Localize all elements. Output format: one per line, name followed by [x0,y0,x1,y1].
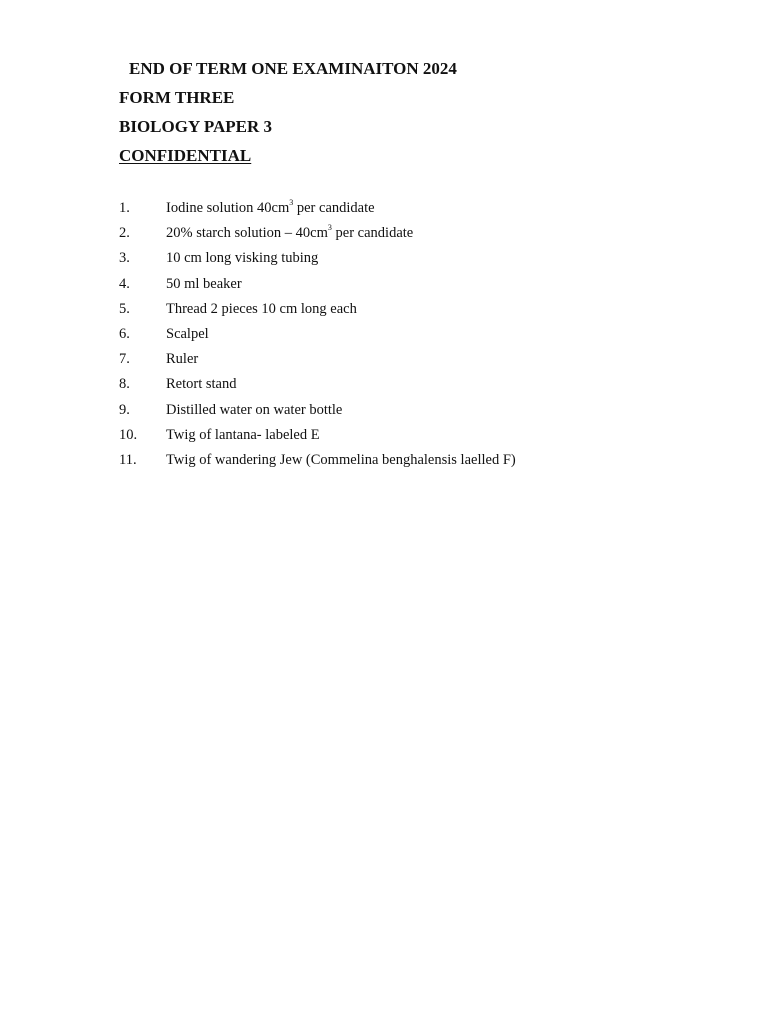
item-text: Distilled water on water bottle [166,401,343,418]
item-number: 10. [119,426,138,443]
item-text: Iodine solution $40cm^3$ per candidate [166,198,375,216]
item-number: 1. [119,200,130,216]
item-text: 20% starch solution – $40cm^3$ per candidate [166,223,414,242]
exam-title: END OF TERM ONE EXAMINAITON 2024 [129,59,457,78]
item-text: Twig of lantana- labeled E [166,426,320,443]
superscript: 3 [289,198,294,208]
item-number: 11. [119,451,137,468]
item-text: Twig of wandering Jew (Commelina benghalensis laelled F) [166,451,516,468]
item-number: 9. [119,401,130,418]
list-item [119,350,739,375]
list-item [119,451,739,476]
list-item [119,224,739,249]
list-item [119,199,739,224]
list-item [119,401,739,426]
item-number: 5. [119,300,130,317]
item-text: Retort stand [166,376,237,393]
list-item [119,275,739,300]
list-item [119,325,739,350]
list-item [119,375,739,400]
item-text: Thread 2 pieces 10 cm long each [166,300,357,317]
item-number: 8. [119,376,130,393]
item-text: 10 cm long visking tubing [166,250,319,267]
form-level: FORM THREE [119,88,235,107]
confidential-heading: CONFIDENTIAL [119,146,252,165]
item-number: 3. [119,250,130,267]
item-text: Scalpel [166,325,209,342]
item-number: 6. [119,325,130,342]
item-text: 50 ml beaker [166,275,242,292]
list-item [119,300,739,325]
item-number: 2. [119,225,130,242]
paper-title: BIOLOGY PAPER 3 [119,117,273,136]
superscript: 3 [327,223,332,233]
item-number: 7. [119,351,130,368]
item-number: 4. [119,275,130,292]
requirements-list [119,199,739,476]
item-text: Ruler [166,351,199,368]
list-item [119,426,739,451]
list-item [119,249,739,274]
